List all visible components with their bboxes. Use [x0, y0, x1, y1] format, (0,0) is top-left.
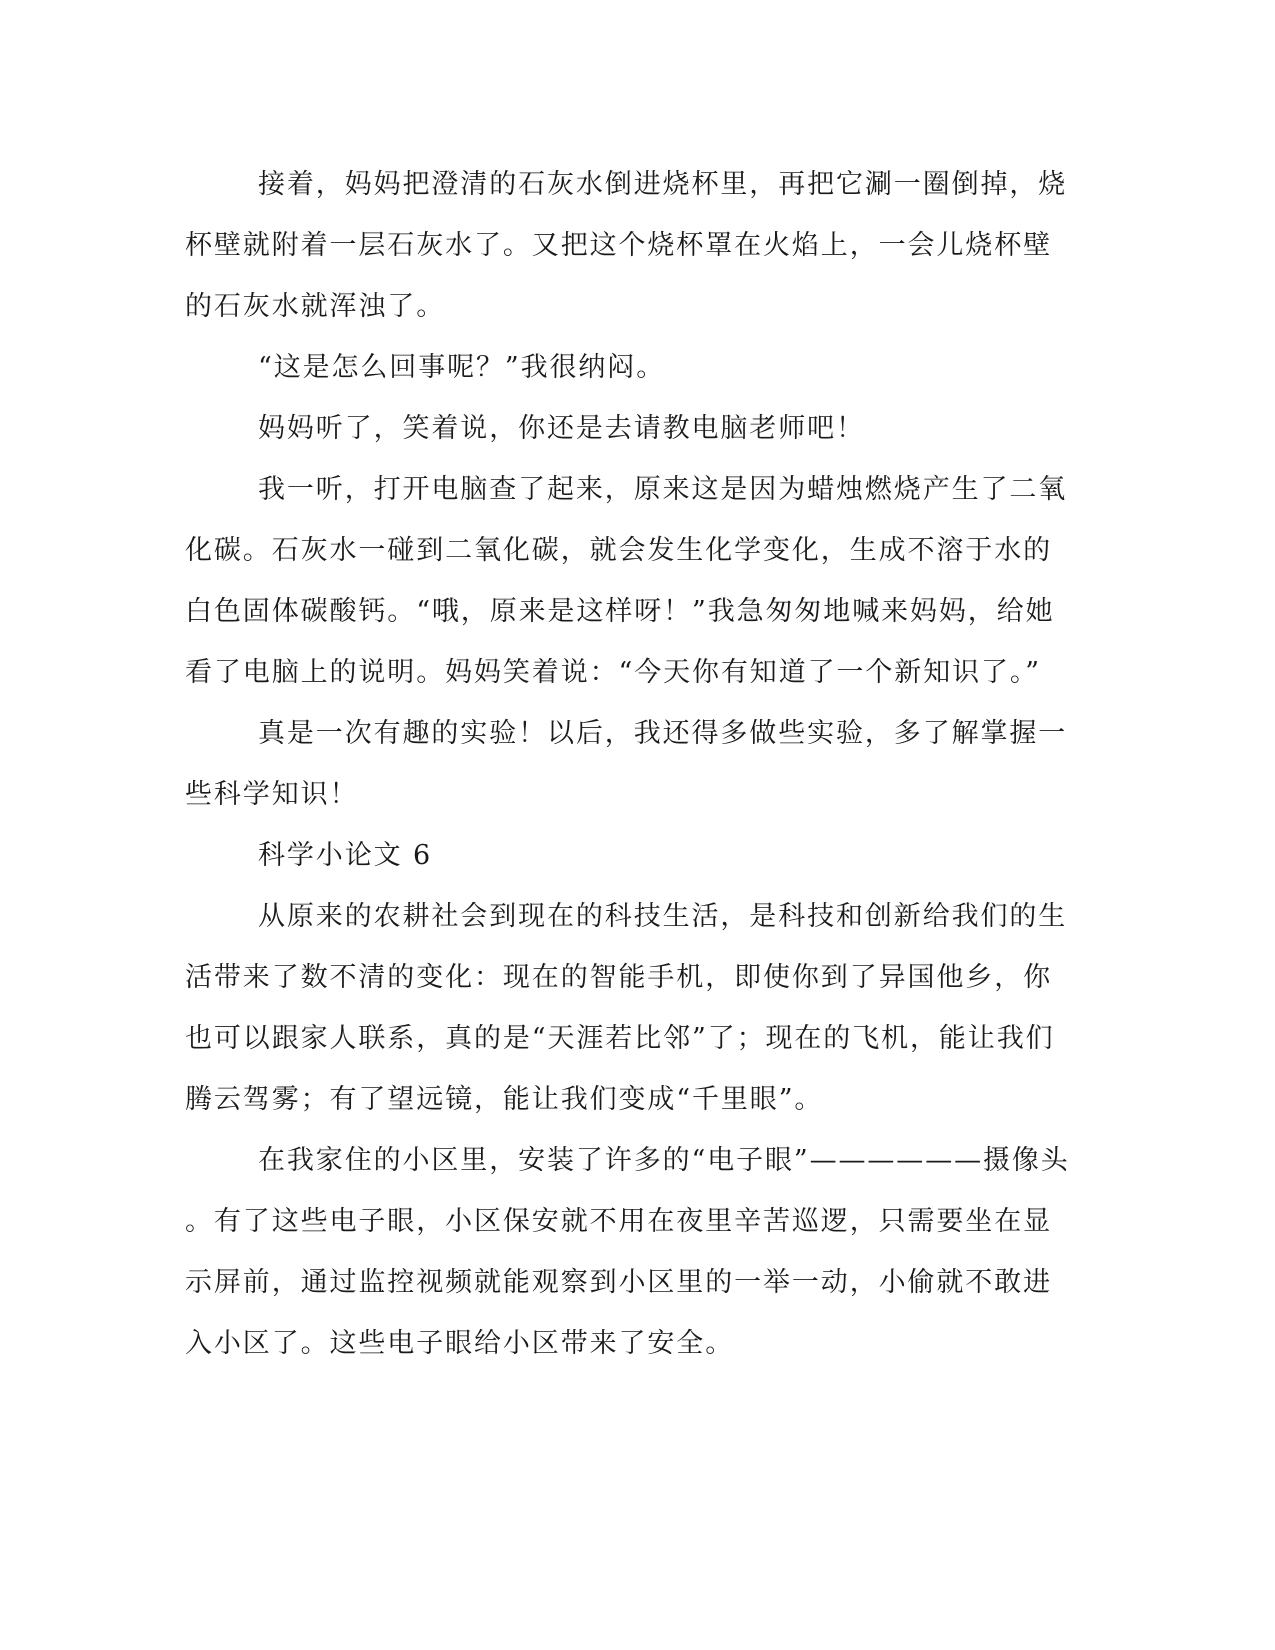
text-line: 入小区了。这些电子眼给小区带来了安全。 — [185, 1328, 735, 1359]
text-line: 杯壁就附着一层石灰水了。又把这个烧杯罩在火焰上，一会儿烧杯壁 — [185, 230, 1052, 261]
text-line: 妈妈听了，笑着说，你还是去请教电脑老师吧！ — [258, 413, 865, 444]
text-line: 从原来的农耕社会到现在的科技生活，是科技和创新给我们的生 — [258, 901, 1068, 932]
text-line: 示屏前，通过监控视频就能观察到小区里的一举一动，小偷就不敢进 — [185, 1267, 1052, 1298]
text-line: 我一听，打开电脑查了起来，原来这是因为蜡烛燃烧产生了二氧 — [258, 474, 1068, 505]
text-line: 腾云驾雾；有了望远镜，能让我们变成“千里眼”。 — [185, 1084, 824, 1115]
text-line: “这是怎么回事呢？”我很纳闷。 — [258, 352, 666, 383]
document-body — [185, 154, 1070, 1374]
text-line: 看了电脑上的说明。妈妈笑着说：“今天你有知道了一个新知识了。” — [185, 657, 1042, 688]
text-line: 在我家住的小区里，安装了许多的“电子眼”——————摄像头 — [258, 1145, 1070, 1176]
text-line: 接着，妈妈把澄清的石灰水倒进烧杯里，再把它涮一圈倒掉，烧 — [258, 169, 1068, 200]
text-line: 的石灰水就浑浊了。 — [185, 291, 446, 322]
text-line: 活带来了数不清的变化：现在的智能手机，即使你到了异国他乡，你 — [185, 962, 1052, 993]
text-line: 。有了这些电子眼，小区保安就不用在夜里辛苦巡逻，只需要坐在显 — [185, 1206, 1052, 1237]
text-line: 白色固体碳酸钙。“哦，原来是这样呀！”我急匆匆地喊来妈妈，给她 — [185, 596, 1055, 627]
text-line: 科学小论文 6 — [258, 840, 433, 871]
text-line: 化碳。石灰水一碰到二氧化碳，就会发生化学变化，生成不溶于水的 — [185, 535, 1052, 566]
text-line: 也可以跟家人联系，真的是“天涯若比邻”了；现在的飞机，能让我们 — [185, 1023, 1055, 1054]
text-line: 些科学知识！ — [185, 779, 359, 810]
text-line: 真是一次有趣的实验！以后，我还得多做些实验，多了解掌握一 — [258, 718, 1068, 749]
